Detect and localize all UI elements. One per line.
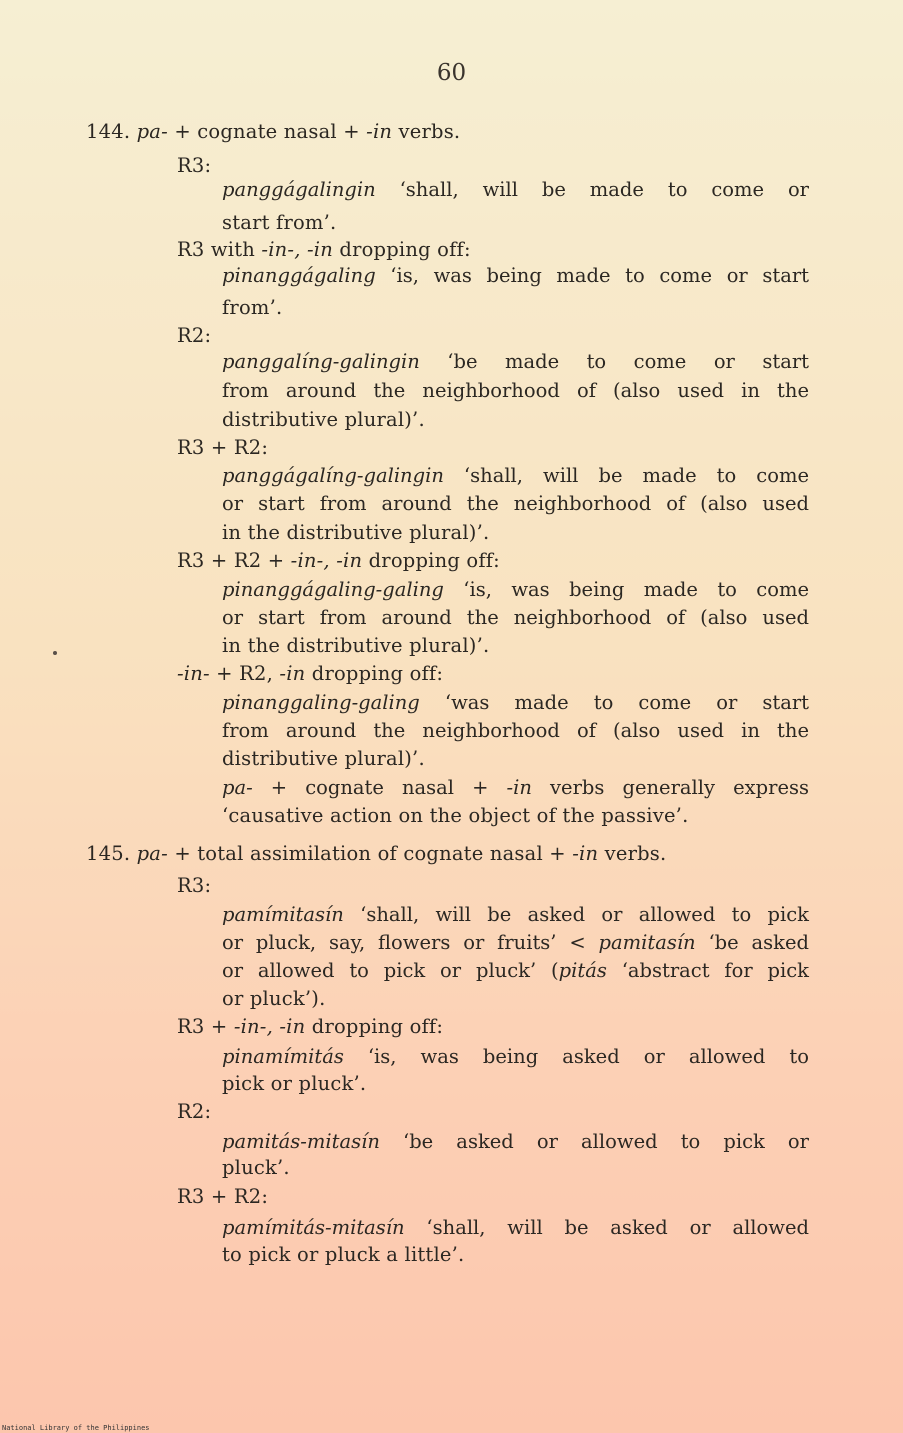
entry-line: distributive plural)’. (222, 747, 425, 770)
entry-line: pamitás-mitasín ‘be asked or allowed to pick or (222, 1130, 809, 1153)
pattern-label: R3: (177, 154, 212, 177)
entry-line: pluck’. (222, 1156, 290, 1179)
pattern-label: R2: (177, 1100, 212, 1123)
entry-line: or allowed to pick or pluck’ (pitás ‘abstract for pick (222, 959, 809, 982)
pattern-label: R3 + R2: (177, 436, 269, 459)
entry-line: pinanggaling-galing ‘was made to come or start (222, 691, 809, 714)
entry-line: panggágalingin ‘shall, will be made to come or (222, 178, 809, 201)
entry-line: pinamímitás ‘is, was being asked or allowed to (222, 1045, 809, 1068)
section-number: 145. (86, 842, 131, 865)
pattern-label: R3 + R2 + -in-, -in dropping off: (177, 549, 500, 572)
entry-line: or start from around the neighborhood of (also used (222, 492, 809, 515)
note-line: ‘causative action on the object of the passive’. (222, 804, 689, 827)
margin-speck (53, 651, 57, 655)
pattern-label: -in- + R2, -in dropping off: (177, 662, 444, 685)
entry-line: pick or pluck’. (222, 1072, 367, 1095)
section-145-heading: 145. pa- + total assimilation of cognate nasal + -in verbs. (86, 842, 667, 865)
entry-line: pamímitás-mitasín ‘shall, will be asked or allowed (222, 1216, 809, 1239)
entry-line: in the distributive plural)’. (222, 634, 490, 657)
entry-line: from around the neighborhood of (also used in the (222, 719, 809, 742)
entry-line: or start from around the neighborhood of (also used (222, 606, 809, 629)
entry-line: pamímitasín ‘shall, will be asked or allowed to pick (222, 903, 809, 926)
entry-line: or pluck, say, flowers or fruits’ < pamitasín ‘be asked (222, 931, 809, 954)
pattern-label: R3 + -in-, -in dropping off: (177, 1015, 444, 1038)
pattern-label: R2: (177, 324, 212, 347)
page-number: 60 (436, 60, 467, 86)
pattern-label: R3: (177, 874, 212, 897)
pattern-label: R3 + R2: (177, 1185, 269, 1208)
pattern-label: R3 with -in-, -in dropping off: (177, 238, 471, 261)
note-line: pa- + cognate nasal + -in verbs generally express (222, 776, 809, 799)
entry-line: or pluck’). (222, 987, 326, 1010)
entry-line: start from’. (222, 211, 337, 234)
entry-line: from’. (222, 296, 283, 319)
entry-line: distributive plural)’. (222, 408, 425, 431)
entry-line: pinanggágaling-galing ‘is, was being made to come (222, 578, 809, 601)
footer-credit: National Library of the Philippines (2, 1424, 150, 1432)
entry-line: panggágalíng-galingin ‘shall, will be made to come (222, 464, 809, 487)
entry-line: from around the neighborhood of (also used in the (222, 379, 809, 402)
section-144-heading: 144. pa- + cognate nasal + -in verbs. (86, 120, 461, 143)
entry-line: in the distributive plural)’. (222, 521, 490, 544)
section-number: 144. (86, 120, 131, 143)
entry-line: to pick or pluck a little’. (222, 1243, 465, 1266)
entry-line: pinanggágaling ‘is, was being made to come or start (222, 264, 809, 287)
entry-line: panggalíng-galingin ‘be made to come or start (222, 350, 809, 373)
